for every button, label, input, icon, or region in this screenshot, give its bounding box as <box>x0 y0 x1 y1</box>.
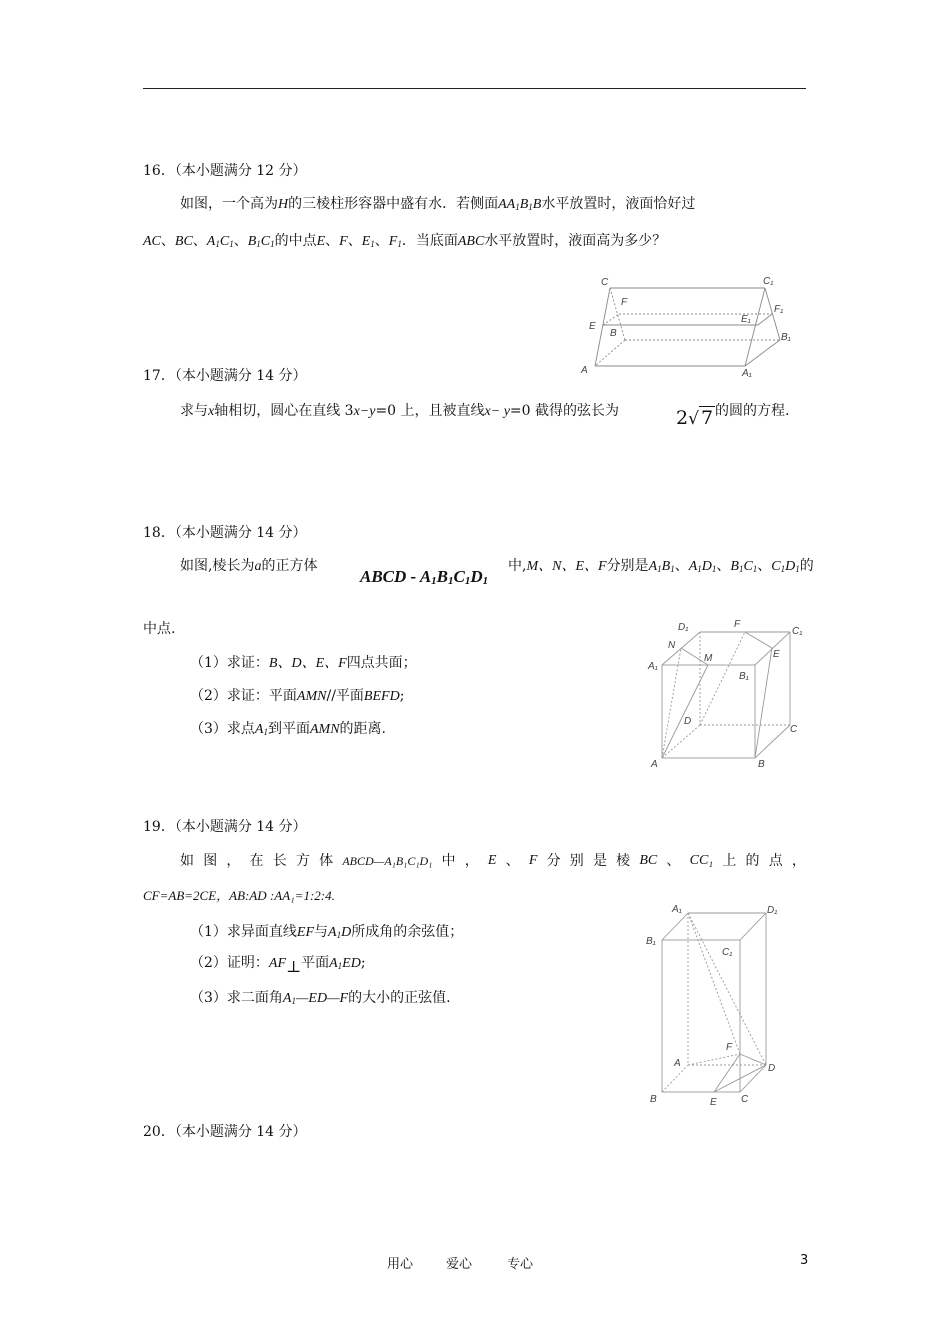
q19-fig-label: B <box>650 1094 657 1105</box>
q19-part-2: （2）证明：AF⊥平面$A_1ED$; <box>190 955 366 976</box>
q18-fig-label: C <box>790 724 798 735</box>
q18-line-1b: 中,M、N、E、F分别是$A_1B_1$、$A_1D_1$、$B_1C_1$、$C_1D_1$的 <box>508 558 814 574</box>
q18-line-2: 中点. <box>143 621 176 637</box>
q20-heading: 20．（本小题满分 14 分） <box>143 1124 307 1140</box>
q16-heading: 16．（本小题满分 12 分） <box>143 163 307 179</box>
q18-line-1a: 如图,棱长为a的正方体 <box>180 558 318 574</box>
q18-fig-label: A₁ <box>648 661 658 672</box>
q18-fig-label: B <box>758 759 765 770</box>
q19-fig-label: C₁ <box>722 947 733 958</box>
q19-fig-label: E <box>710 1097 717 1108</box>
q18-fig-label: C₁ <box>792 626 803 637</box>
q18-fig-label: M <box>704 653 713 664</box>
q18-fig-label: A <box>651 759 658 770</box>
footer-motto-3: 专心 <box>507 1257 534 1272</box>
q18-part-1: （1）求证：B、D、E、F四点共面； <box>190 655 417 671</box>
header-rule <box>143 88 806 89</box>
q17-line-end: 的圆的方程. <box>715 403 790 419</box>
q18-part-3: （3）求点$A_1$到平面AMN的距离. <box>190 721 386 737</box>
q16-fig-label: B₁ <box>781 332 791 343</box>
q16-fig-label: C₁ <box>763 276 774 287</box>
footer-motto-1: 用心 <box>387 1257 414 1272</box>
q16-fig-label: F₁ <box>774 304 784 315</box>
q19-box-figure <box>640 900 800 1110</box>
q17-radical: 2√ 7 <box>676 407 714 429</box>
q16-fig-label: E₁ <box>741 314 751 325</box>
q19-line-1: 如 图 ， 在 长 方 体 ABCD—A₁B₁C₁D₁ 中 ， E 、 F 分 别 是 棱 BC 、 CC₁ 上 的 点 ， <box>180 853 806 869</box>
q18-fig-label: E <box>773 649 780 660</box>
q18-fig-label: B₁ <box>739 671 749 682</box>
q19-fig-label: D₁ <box>767 905 778 916</box>
q16-line-1: 如图，一个高为H的三棱柱形容器中盛有水．若侧面$AA_1B_1B$水平放置时，液面恰好过 <box>180 196 696 212</box>
q19-part-1: （1）求异面直线EF与$A_1D$所成角的余弦值； <box>190 924 464 940</box>
q19-fig-label: C <box>741 1094 749 1105</box>
q19-line-2: CF=AB=2CE，AB:AD :AA₁=1:2:4. <box>143 888 335 903</box>
footer-motto-2: 爱心 <box>446 1257 473 1272</box>
q18-part-2: （2）求证：平面AMN//平面BEFD; <box>190 688 405 704</box>
q18-heading: 18．（本小题满分 14 分） <box>143 525 307 541</box>
q17-line: 求与x轴相切，圆心在直线 3x−y=0 上，且被直线x− y=0 截得的弦长为 <box>180 403 620 419</box>
q19-fig-label: A <box>674 1058 681 1069</box>
q17-heading: 17．（本小题满分 14 分） <box>143 368 307 384</box>
page-number: 3 <box>800 1253 809 1268</box>
q16-prism-figure <box>575 270 805 380</box>
q16-fig-label: E <box>589 321 596 332</box>
q16-line-2: AC、BC、$A_1C_1$、$B_1C_1$的中点E、F、$E_1$、$F_1$．当底面ABC水平放置时，液面高为多少？ <box>143 233 667 249</box>
q18-fig-label: N <box>668 640 676 651</box>
q18-fig-label: F <box>734 619 741 630</box>
q18-fig-label: D₁ <box>678 622 689 633</box>
q19-fig-label: D <box>768 1063 776 1074</box>
q18-fig-label: D <box>684 716 692 727</box>
q19-fig-label: F <box>726 1042 733 1053</box>
q16-fig-label: B <box>610 328 617 339</box>
q16-fig-label: F <box>621 297 628 308</box>
q16-fig-label: A₁ <box>742 368 752 379</box>
q18-cube-figure <box>640 615 820 775</box>
q16-fig-label: A <box>581 365 588 376</box>
q16-fig-label: C <box>601 277 609 288</box>
q19-fig-label: B₁ <box>646 936 656 947</box>
q18-cube-name: ABCD - $A_1B_1C_1D_1$ <box>360 567 489 587</box>
q19-part-3: （3）求二面角$A_1—ED—F$的大小的正弦值. <box>190 990 451 1006</box>
q19-fig-label: A₁ <box>672 904 682 915</box>
q19-heading: 19．（本小题满分 14 分） <box>143 819 307 835</box>
